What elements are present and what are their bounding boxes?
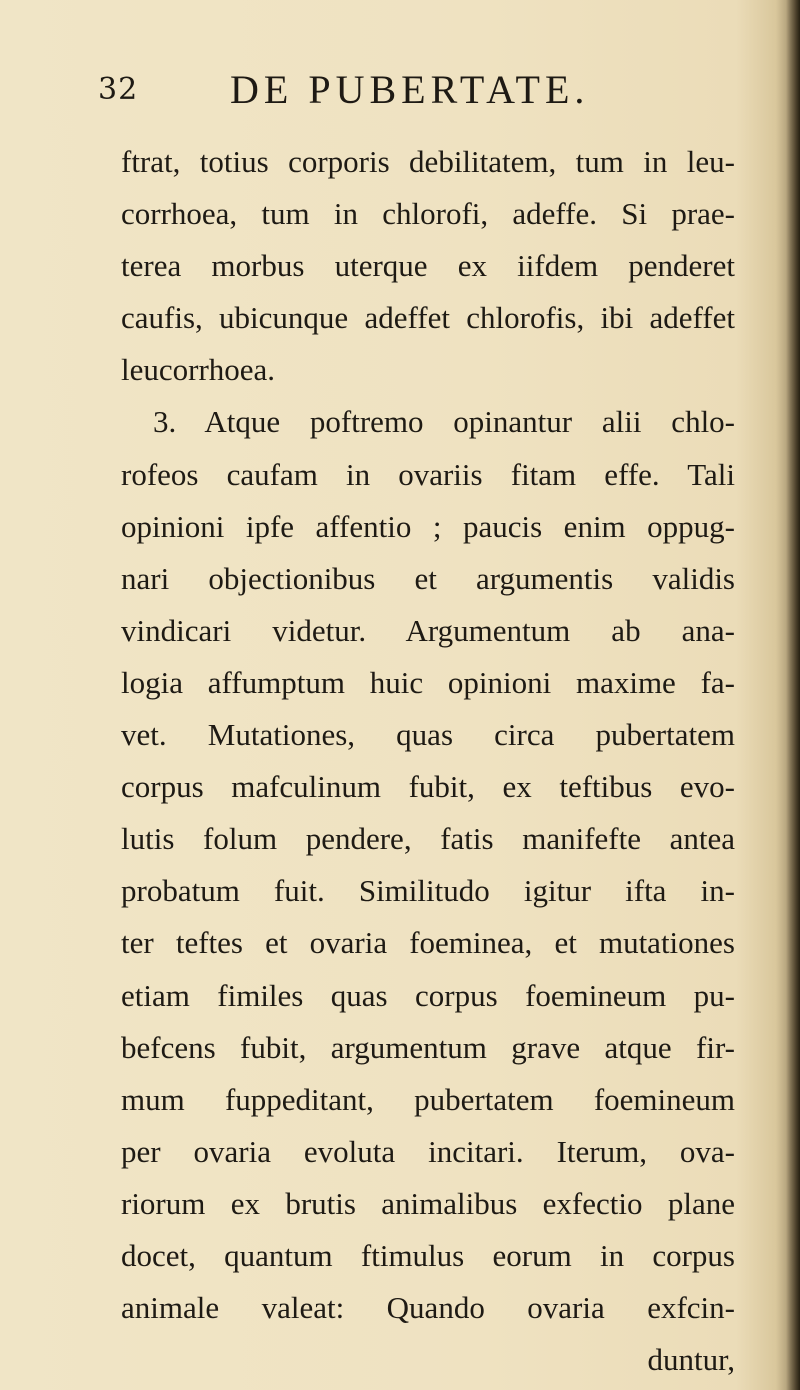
text-line: docet, quantum ftimulus eorum in corpus [121, 1237, 735, 1273]
body-text [121, 136, 735, 1386]
text-line: animale valeat: Quando ovaria exfcin- [121, 1290, 735, 1326]
text-line: riorum ex brutis animalibus exfectio plane [121, 1185, 735, 1221]
text-line: vindicari videtur. Argumentum ab ana- [121, 612, 735, 648]
text-line: logia affumptum huic opinioni maxime fa- [121, 664, 735, 700]
text-line: opinioni ipfe affentio ; paucis enim oppug- [121, 508, 735, 544]
text-line: ftrat, totius corporis debilitatem, tum in leu- [121, 144, 735, 179]
text-line: mum fuppeditant, pubertatem foemineum [121, 1081, 735, 1117]
text-line: rofeos caufam in ovariis fitam effe. Tali [121, 456, 735, 492]
running-title: DE PUBERTATE. [230, 67, 590, 112]
text-line: ter teftes et ovaria foeminea, et mutationes [121, 925, 735, 961]
text-line: terea morbus uterque ex iifdem penderet [121, 248, 735, 284]
text-line: 3. Atque poftremo opinantur alii chlo- [153, 404, 735, 440]
text-line: leucorrhoea. [121, 352, 276, 388]
catchword: duntur, [647, 1342, 735, 1378]
text-line: caufis, ubicunque adeffet chlorofis, ibi adeffet [121, 300, 735, 336]
text-line: corrhoea, tum in chlorofi, adeffe. Si prae- [121, 196, 735, 232]
text-line: probatum fuit. Similitudo igitur ifta in- [121, 873, 735, 909]
text-line: per ovaria evoluta incitari. Iterum, ova- [121, 1133, 735, 1169]
text-line: befcens fubit, argumentum grave atque fir- [121, 1029, 735, 1065]
text-line: vet. Mutationes, quas circa pubertatem [121, 717, 735, 753]
page-edge-shadow [786, 0, 800, 1390]
page-header [98, 66, 718, 116]
text-line: lutis folum pendere, fatis manifefte antea [121, 821, 735, 857]
text-line: nari objectionibus et argumentis validis [121, 560, 735, 596]
page-number: 32 [98, 72, 139, 107]
text-line: corpus mafculinum fubit, ex teftibus evo- [121, 769, 735, 805]
text-line: etiam fimiles quas corpus foemineum pu- [121, 977, 735, 1013]
